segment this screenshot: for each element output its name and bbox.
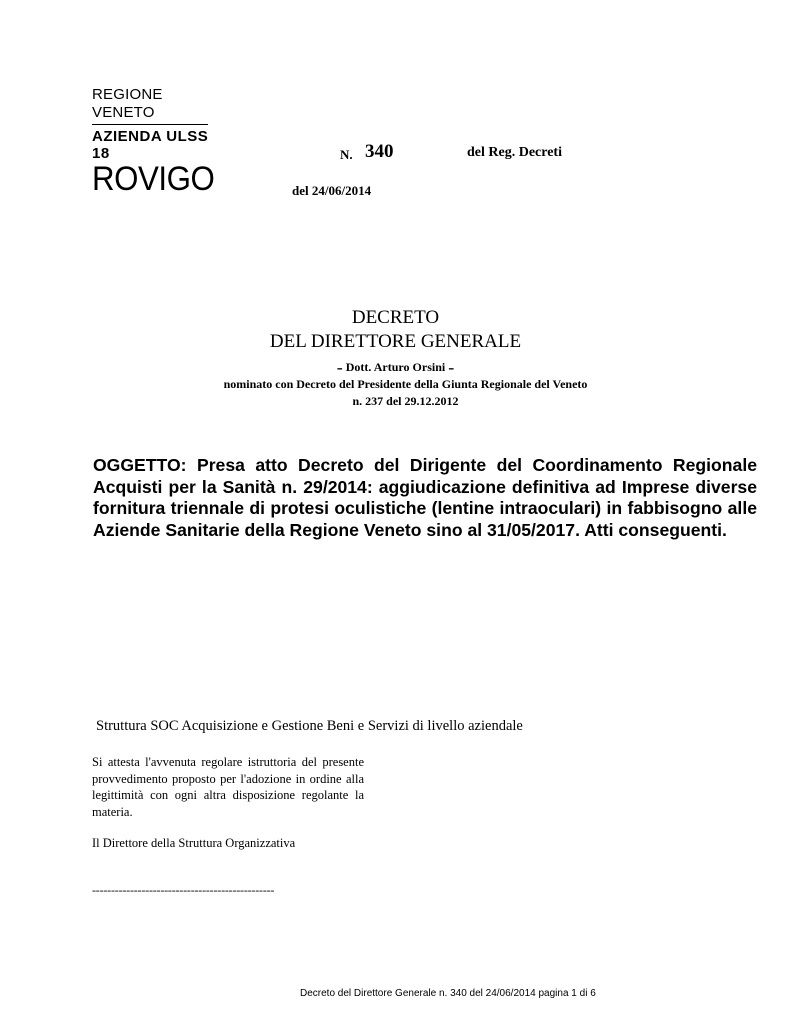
logo-rule bbox=[92, 124, 208, 125]
subject-paragraph: OGGETTO: Presa atto Decreto del Dirigente del Coordinamento Regionale Acquisti per la Sanità n. 29/2014: aggiudicazione definitiva ad Imprese diverse fornitura triennale di protesi oculistiche (lentine intraoculari) in fabbisogno alle Aziende Sanitarie della Regione Veneto sino al 31/05/2017. Atti conseguenti. bbox=[93, 455, 757, 540]
structure-label: Struttura SOC Acquisizione e Gestione Beni e Servizi di livello aziendale bbox=[96, 718, 523, 734]
page-footer: Decreto del Direttore Generale n. 340 del 24/06/2014 pagina 1 di 6 bbox=[300, 988, 596, 999]
logo-azienda: AZIENDA ULSS 18 bbox=[92, 128, 209, 162]
structure-director-label: Il Direttore della Struttura Organizzativa bbox=[92, 836, 296, 850]
director-line bbox=[0, 357, 791, 378]
logo-region: REGIONE VENETO bbox=[92, 86, 163, 121]
decree-date: del 24/06/2014 bbox=[292, 183, 372, 198]
nomination-reference: n. 237 del 29.12.2012 bbox=[352, 394, 459, 408]
decree-number: 340 bbox=[365, 141, 394, 162]
decree-number-prefix: N. bbox=[340, 147, 353, 162]
director-dash-left: - bbox=[336, 357, 343, 377]
ulss-logo bbox=[92, 86, 215, 198]
document-title: DECRETO bbox=[351, 307, 440, 328]
director-dash-right: - bbox=[448, 357, 455, 377]
attestation-paragraph: Si attesta l'avvenuta regolare istruttoria del presente provvedimento proposto per l'adozione in ordine alla legittimità con ogni altra disposizione regolante la materia. bbox=[92, 755, 364, 819]
nomination-text: nominato con Decreto del Presidente della Giunta Regionale del Veneto bbox=[223, 377, 588, 391]
signature-line: ------------------------------------------------ bbox=[92, 883, 275, 897]
logo-city: ROVIGO bbox=[92, 160, 215, 198]
document-subtitle: DEL DIRETTORE GENERALE bbox=[269, 331, 522, 352]
director-name: Dott. Arturo Orsini bbox=[345, 360, 446, 374]
register-label: del Reg. Decreti bbox=[467, 145, 562, 160]
